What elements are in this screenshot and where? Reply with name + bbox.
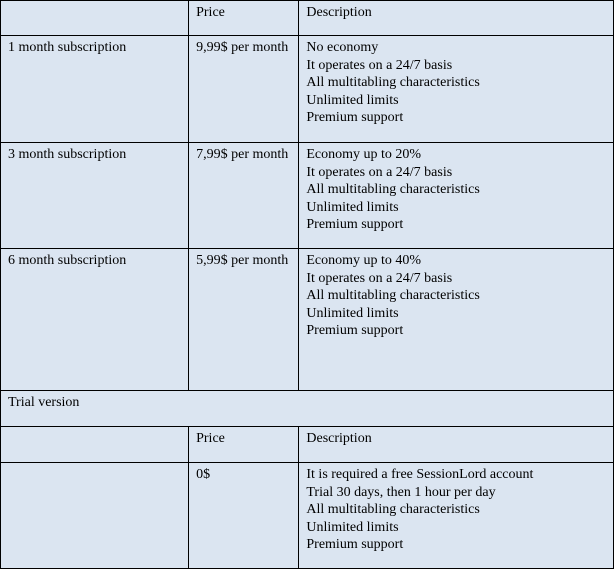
feature-line: It operates on a 24/7 basis bbox=[306, 270, 453, 286]
plan-description bbox=[299, 143, 614, 249]
feature-line: No economy bbox=[306, 40, 379, 55]
trial-row bbox=[1, 463, 614, 569]
feature-line: Unlimited limits bbox=[306, 92, 399, 108]
table-row bbox=[1, 143, 614, 249]
feature-line: Trial 30 days, then 1 hour per day bbox=[306, 484, 496, 500]
table-row bbox=[1, 36, 614, 143]
trial-header-description: Description bbox=[299, 427, 614, 463]
feature-line: It operates on a 24/7 basis bbox=[306, 57, 453, 73]
trial-plan-name bbox=[1, 463, 189, 569]
feature-line: Economy up to 40% bbox=[306, 253, 422, 268]
header-row bbox=[1, 1, 614, 36]
feature-line: Premium support bbox=[306, 217, 404, 233]
plan-description bbox=[299, 36, 614, 143]
feature-line: All multitabling characteristics bbox=[306, 502, 480, 518]
plan-name: 6 month subscription bbox=[1, 249, 189, 391]
plan-description bbox=[299, 249, 614, 391]
feature-line: Premium support bbox=[306, 537, 404, 553]
feature-line: All multitabling characteristics bbox=[306, 182, 480, 198]
plan-price: 5,99$ per month bbox=[189, 249, 299, 391]
header-plan bbox=[1, 1, 189, 36]
feature-line: Premium support bbox=[306, 110, 404, 126]
trial-price: 0$ bbox=[189, 463, 299, 569]
trial-header-price: Price bbox=[189, 427, 299, 463]
trial-title-row bbox=[1, 391, 614, 427]
feature-line: Unlimited limits bbox=[306, 199, 399, 215]
trial-header-plan bbox=[1, 427, 189, 463]
trial-description bbox=[299, 463, 614, 569]
header-description: Description bbox=[299, 1, 614, 36]
feature-line: Unlimited limits bbox=[306, 305, 399, 321]
plan-price: 7,99$ per month bbox=[189, 143, 299, 249]
plan-name: 1 month subscription bbox=[1, 36, 189, 143]
feature-line: It operates on a 24/7 basis bbox=[306, 164, 453, 180]
plan-name: 3 month subscription bbox=[1, 143, 189, 249]
plan-price: 9,99$ per month bbox=[189, 36, 299, 143]
feature-line: Economy up to 20% bbox=[306, 147, 422, 162]
feature-line: All multitabling characteristics bbox=[306, 288, 480, 304]
feature-line: Unlimited limits bbox=[306, 519, 399, 535]
table-row bbox=[1, 249, 614, 391]
trial-header-row bbox=[1, 427, 614, 463]
feature-line: It is required a free SessionLord account bbox=[306, 467, 534, 482]
trial-title: Trial version bbox=[1, 391, 614, 427]
feature-line: All multitabling characteristics bbox=[306, 75, 480, 91]
feature-line: Premium support bbox=[306, 323, 404, 339]
header-price: Price bbox=[189, 1, 299, 36]
